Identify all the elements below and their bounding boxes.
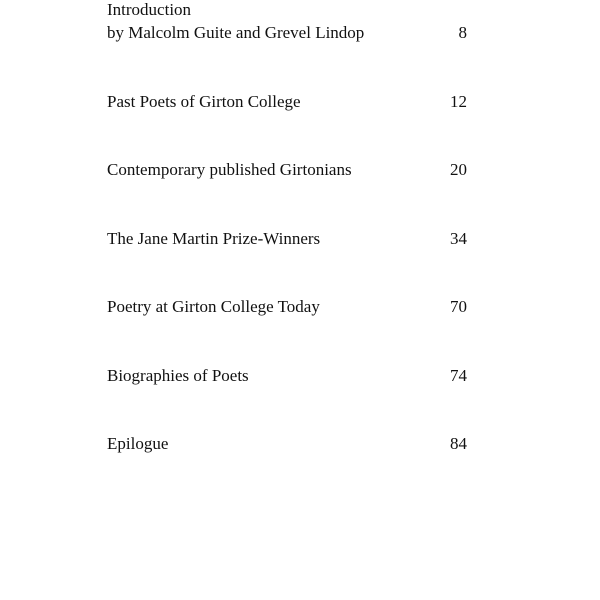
toc-entry-introduction — [107, 0, 467, 44]
toc-page-number: 8 — [458, 23, 467, 42]
toc-page-number: 12 — [450, 92, 467, 111]
toc-page-number: 20 — [450, 160, 467, 179]
toc-page-number: 70 — [450, 297, 467, 316]
toc-entry-title: Epilogue — [107, 434, 169, 453]
toc-page-number: 34 — [450, 229, 467, 248]
toc-entry-title: The Jane Martin Prize-Winners — [107, 229, 321, 248]
toc-entry-title: Past Poets of Girton College — [107, 92, 301, 111]
toc-entry-prize-winners — [107, 227, 467, 250]
toc-entry-epilogue — [107, 432, 467, 455]
toc-entry-contemporary-girtonians — [107, 158, 467, 181]
toc-page-number: 74 — [450, 366, 467, 385]
toc-entry-subtitle: by Malcolm Guite and Grevel Lindop — [107, 23, 365, 42]
toc-entry-biographies — [107, 364, 467, 387]
toc-entry-title: Biographies of Poets — [107, 366, 249, 385]
toc-entry-title: Poetry at Girton College Today — [107, 297, 320, 316]
toc-entry-title: Contemporary published Girtonians — [107, 160, 352, 179]
toc-entry-past-poets — [107, 90, 467, 113]
toc-entry-poetry-today — [107, 295, 467, 318]
toc-entry-title: Introduction — [107, 0, 192, 19]
toc-page-number: 84 — [450, 434, 467, 453]
